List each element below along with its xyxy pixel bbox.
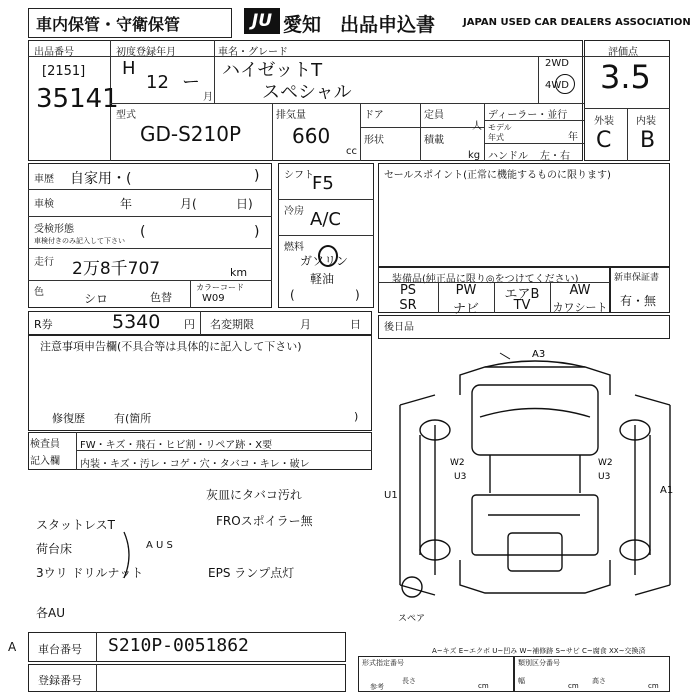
model-year-label1: モデル <box>488 123 512 132</box>
dealer-label: ディーラー・並行 <box>488 110 568 121</box>
equipment-label: 装備品(純正品に限り◎をつけてください) <box>392 274 579 285</box>
inspection-month: 月( <box>180 197 197 211</box>
load-label: 積載 <box>424 135 444 146</box>
reg-number-label: 登録番号 <box>38 674 82 687</box>
model-name-value: ハイゼットT <box>222 60 323 81</box>
handwritten-note: 荷台床 <box>36 542 73 556</box>
equipment-item: TV <box>513 298 531 313</box>
reception-close: ) <box>254 224 260 240</box>
vehicle-diagram <box>380 345 690 635</box>
bracket-mark <box>120 530 150 580</box>
sales-points-label: セールスポイント(正常に機能するものに限ります) <box>384 170 611 181</box>
association-name: JAPAN USED CAR DEALERS ASSOCIATION <box>463 17 691 28</box>
storage-title: 車内保管・守衛保管 <box>36 15 181 34</box>
history-value: 自家用・( <box>70 171 132 187</box>
inspector-label2: 記入欄 <box>30 456 60 467</box>
equipment-item: AW <box>569 283 591 298</box>
lot-label: 出品番号 <box>34 47 74 58</box>
name-change-label: 名変期限 <box>210 318 254 331</box>
interior-label: 内装 <box>636 116 656 127</box>
inspector-label1: 検査員 <box>30 439 60 450</box>
fuel-close: ) <box>355 288 360 302</box>
equipment-item: SR <box>399 298 417 313</box>
color-code-value: W09 <box>202 293 225 304</box>
length-label: 長さ <box>402 677 416 685</box>
history-close: ) <box>254 168 260 184</box>
handwritten-note: A U S <box>146 540 173 551</box>
mark-door-left: W2 <box>450 458 465 468</box>
handle-options: 左・右 <box>540 151 570 162</box>
handwritten-note: 3ウリ ドリルナット <box>36 566 144 580</box>
drive-2wd: 2WD <box>545 58 569 69</box>
cm-unit-3: cm <box>648 682 659 690</box>
handwritten-note: スタットレスT <box>36 518 115 532</box>
fuel-label: 燃料 <box>284 242 304 253</box>
inspection-year: 年 <box>120 197 133 211</box>
model-year-label2: 年式 <box>488 133 504 142</box>
mileage-label: 走行 <box>34 257 54 268</box>
logo-text: 愛知 <box>283 14 322 36</box>
displacement-unit: cc <box>346 146 357 157</box>
width-label: 幅 <box>518 677 525 685</box>
load-unit: kg <box>468 150 481 161</box>
equipment-item: エアB <box>504 287 540 302</box>
cooler-value: A/C <box>310 209 341 230</box>
registration-month-label: 月 <box>203 92 213 103</box>
color-value: シロ <box>84 292 109 306</box>
inspector-row1: FW・キズ・飛石・ヒビ割・リペア跡・X要 <box>80 440 273 451</box>
height-label: 高さ <box>592 677 606 685</box>
model-grade-value: スペシャル <box>262 82 352 103</box>
mark-door-right2: U3 <box>598 472 611 482</box>
shape-label: 形状 <box>364 135 384 146</box>
ju-logo <box>244 8 280 34</box>
interior-grade: B <box>640 128 656 153</box>
equipment-item: PS <box>399 283 417 298</box>
handwritten-note: EPS ランプ点灯 <box>208 566 295 580</box>
lot-number: 35141 <box>36 84 119 114</box>
registration-era: H <box>122 58 136 79</box>
warranty-label: 新車保証書 <box>614 273 660 283</box>
color-code-label: カラーコード <box>196 283 244 292</box>
fuel-gasoline-circle <box>318 245 338 267</box>
repair-label: 修復歴 <box>52 412 85 425</box>
mileage-value: 2万8千707 <box>72 259 161 279</box>
damage-legend: A~キズ E~エクボ U~凹み W~補修跡 S~サビ C~腐食 XX~交換済 <box>432 647 646 655</box>
model-type-value: GD-S210P <box>140 122 242 146</box>
inspector-row2: 内装・キズ・汚レ・コゲ・穴・タバコ・キレ・破レ <box>80 459 310 470</box>
capacity-label: 定員 <box>424 110 444 121</box>
model-year-unit: 年 <box>568 132 578 143</box>
displacement-label: 排気量 <box>276 110 306 121</box>
reception-note: 車検付きのみ記入して下さい <box>34 237 125 245</box>
name-change-month: 月 <box>300 318 311 331</box>
mark-door-left2: U3 <box>454 472 467 482</box>
mark-door-right: W2 <box>598 458 613 468</box>
chassis-value: S210P-0051862 <box>108 635 249 656</box>
drive-4wd: 4WD <box>545 80 569 91</box>
cm-unit-2: cm <box>568 682 579 690</box>
mark-right: A1 <box>660 485 674 496</box>
inspection-label: 車検 <box>34 199 54 210</box>
equipment-item: PW <box>455 283 477 298</box>
registration-month-mark: ー <box>182 72 200 93</box>
corner-mark: A <box>8 640 17 654</box>
fuel-open: ( <box>290 288 295 302</box>
rear-items-label: 後日品 <box>384 322 414 333</box>
inspection-day: 日) <box>236 197 253 211</box>
rear-items-frame <box>378 315 670 339</box>
handwritten-note: 各AU <box>36 606 65 620</box>
cm-unit-1: cm <box>478 682 489 690</box>
drive-4wd-circle <box>555 74 575 94</box>
handwritten-note: 灰皿にタバコ汚れ <box>206 488 302 502</box>
fuel-gasoline: ガソリン <box>300 254 349 268</box>
ju-logo-mark: JU <box>251 11 273 31</box>
capacity-unit: 人 <box>472 121 482 132</box>
handwritten-note: FROスポイラー無 <box>216 514 313 528</box>
color-label: 色 <box>34 287 44 298</box>
fuel-diesel: 軽油 <box>310 272 335 286</box>
registration-label: 初度登録年月 <box>116 47 176 58</box>
mileage-unit: km <box>230 266 248 279</box>
warranty-options: 有・無 <box>620 294 657 308</box>
model-name-label: 車名・グレード <box>218 47 288 58</box>
reference-label-1: 参考 <box>370 683 384 691</box>
form-title: 出品申込書 <box>340 14 436 36</box>
exterior-grade: C <box>596 128 612 153</box>
repair-close: ) <box>354 410 359 423</box>
recycle-unit: 円 <box>184 318 195 331</box>
reception-label: 受検形態 <box>34 224 74 235</box>
name-change-day: 日 <box>350 318 361 331</box>
evaluation-score: 3.5 <box>600 58 651 96</box>
color-change-label: 色替 <box>150 291 172 304</box>
mark-spare: スペア <box>398 614 426 624</box>
registration-year: 12 <box>146 72 169 93</box>
mark-left: U1 <box>384 490 398 501</box>
lot-sub-number: [2151] <box>42 64 86 79</box>
reception-open: ( <box>140 224 146 240</box>
equipment-item: カワシート <box>552 301 608 314</box>
chassis-label: 車台番号 <box>38 643 82 656</box>
shift-label: シフト <box>284 170 314 181</box>
doors-label: ドア <box>364 110 384 121</box>
mark-front: A3 <box>532 349 546 360</box>
displacement-value: 660 <box>292 124 331 148</box>
model-type-label: 型式 <box>116 110 136 121</box>
exterior-label: 外装 <box>594 116 614 127</box>
shift-value: F5 <box>312 173 334 194</box>
evaluation-label: 評価点 <box>608 47 638 58</box>
handle-label: ハンドル <box>488 151 528 162</box>
recycle-value: 5340 <box>112 311 161 333</box>
category-label: 類別区分番号 <box>518 659 560 667</box>
history-label: 車歴 <box>34 174 54 185</box>
designation-label: 形式指定番号 <box>362 659 404 667</box>
cooler-label: 冷房 <box>284 206 304 217</box>
repair-value: 有(箇所 <box>114 412 152 425</box>
notes-label: 注意事項申告欄(不具合等は具体的に記入して下さい) <box>40 340 302 353</box>
recycle-label: R券 <box>34 318 53 331</box>
equipment-item: ナビ <box>452 302 479 317</box>
